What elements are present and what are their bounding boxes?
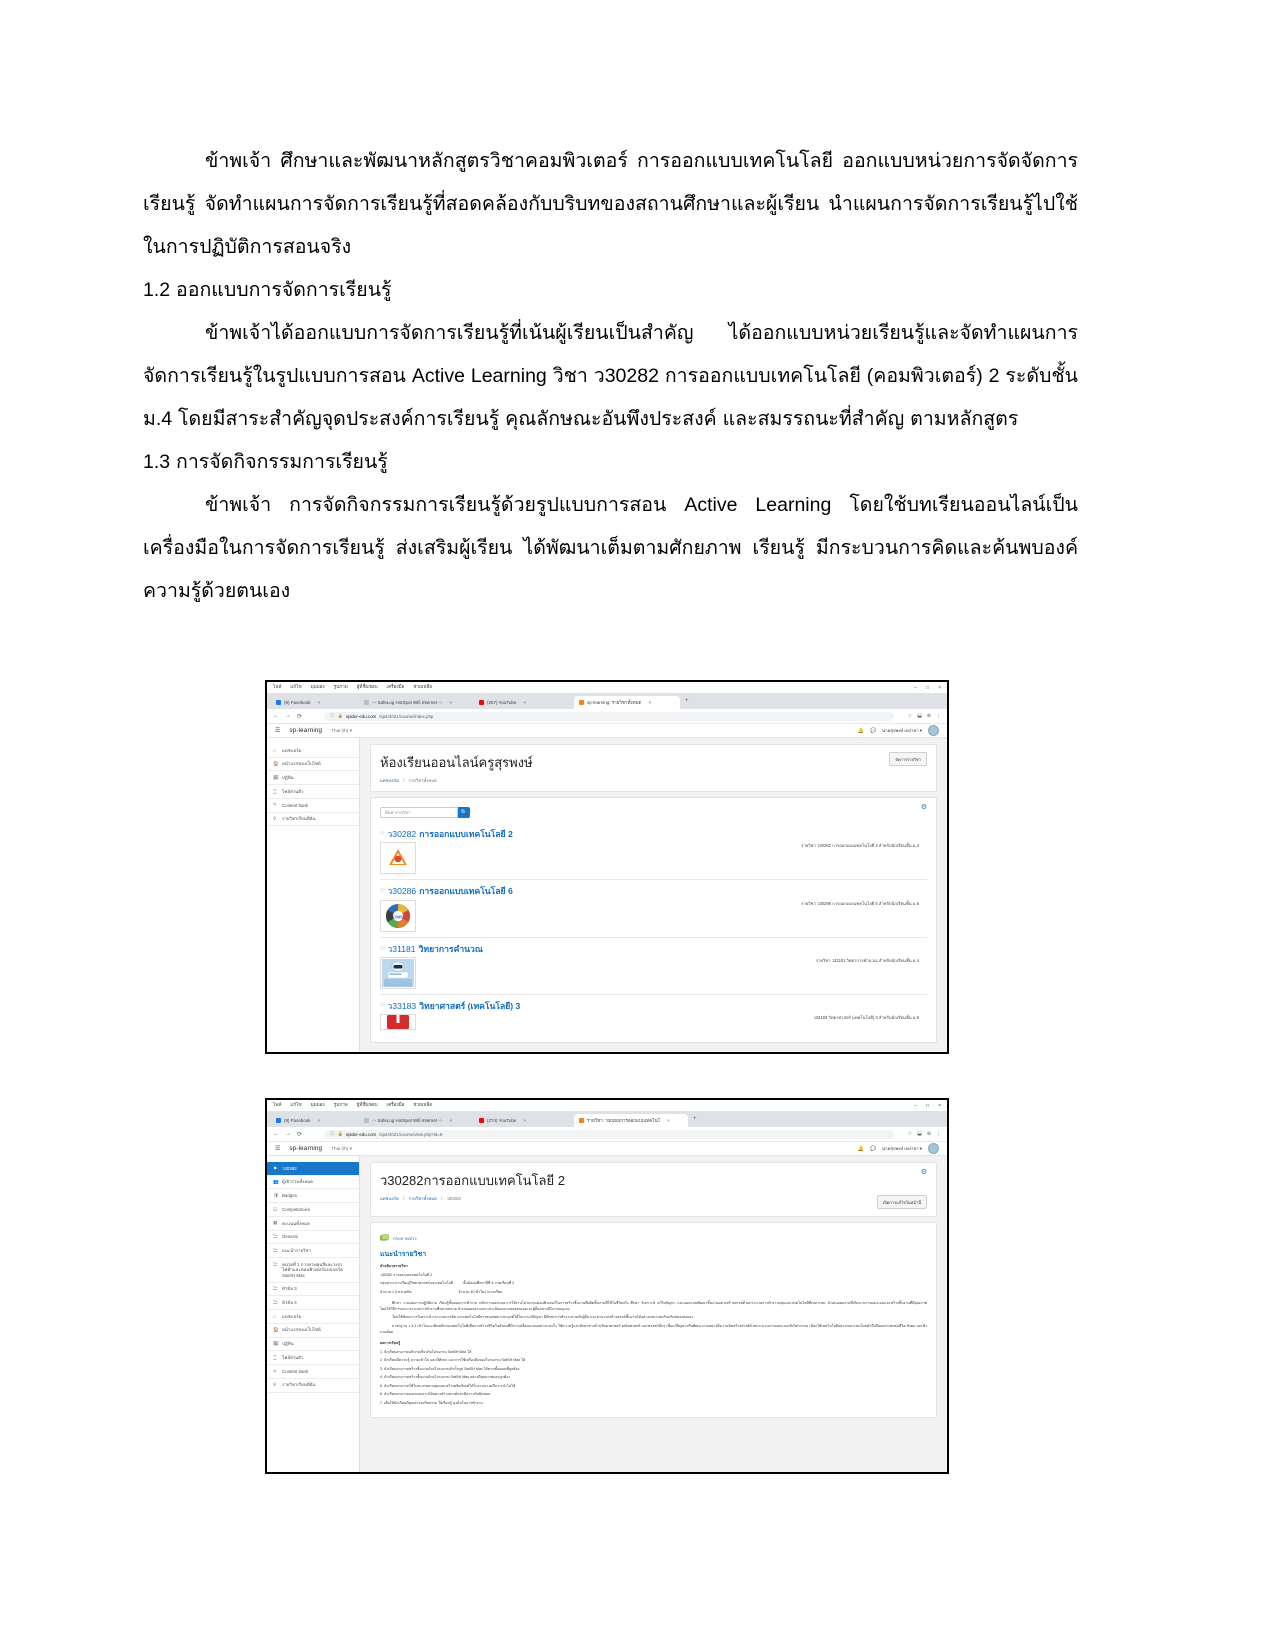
- course-title[interactable]: [380, 944, 927, 954]
- tab-close-icon[interactable]: ×: [667, 1118, 670, 1123]
- course-item[interactable]: [380, 938, 927, 995]
- document-body: [143, 140, 1078, 613]
- new-tab-button[interactable]: +: [693, 1116, 697, 1122]
- tab-label: (274) YouTube: [487, 1118, 517, 1123]
- course-title[interactable]: [380, 886, 927, 896]
- bookmark-star-icon[interactable]: ☆: [907, 1131, 913, 1137]
- objective-item: 3. นักเรียนสามารถสร้างชิ้นงานด้วยโปรแกรมสำเร็จรูป SwiSH Max ได้ตามขั้นตอนที่ถูกต้อง: [380, 1366, 520, 1371]
- course-item[interactable]: [380, 880, 927, 937]
- site-info-icon[interactable]: ⓘ: [330, 713, 335, 718]
- sidebar-item-my-courses[interactable]: [267, 1379, 359, 1393]
- sidebar-item-general[interactable]: [267, 1231, 359, 1245]
- dashboard-icon: ⌂: [273, 1313, 276, 1319]
- pin-icon[interactable]: ♡: [380, 1003, 385, 1010]
- sidebar-item-topic-4[interactable]: [267, 1296, 359, 1310]
- maximize-button[interactable]: □: [926, 1102, 930, 1109]
- sidebar-item-label: General: [282, 1234, 298, 1240]
- turn-editing-on-button[interactable]: เปิดการแก้ไขในหน้านี้: [877, 1195, 927, 1209]
- sidebar-item-unit-1[interactable]: [267, 1258, 359, 1283]
- course-list-card: [370, 797, 937, 1043]
- navbar-right-1: [858, 725, 939, 736]
- menu-image[interactable]: รูปภาพ: [333, 684, 348, 689]
- language-selector[interactable]: Thai (th) ▾: [331, 727, 352, 733]
- flag-icon: ⚑: [273, 1165, 278, 1171]
- sidebar-item-label: Competencies: [282, 1206, 311, 1212]
- sidebar-item-calendar[interactable]: [267, 771, 359, 785]
- menu-edit[interactable]: แก้ไข: [290, 1102, 302, 1107]
- collections-icon[interactable]: ⬓: [917, 713, 922, 719]
- url-path: /sp4r2021/course/view.php?id=8: [379, 1131, 443, 1137]
- window-controls-2: [914, 1103, 941, 1109]
- menu-file[interactable]: ไฟล์: [273, 684, 282, 689]
- avatar[interactable]: [928, 725, 939, 736]
- sidebar-item-dashboard[interactable]: [267, 744, 359, 758]
- course-info-line: กลุ่มสาระการเรียนรู้วิทยาศาสตร์และเทคโนโลยี ชั้นมัธยมศึกษาปีที่ 4 ภาคเรียนที่ 2: [380, 1281, 515, 1286]
- sidebar-item-label: ไฟล์ส่วนตัว: [282, 1354, 304, 1360]
- tab-close-icon[interactable]: ×: [523, 1118, 526, 1123]
- sidebar-item-label: ไฟล์ส่วนตัว: [282, 788, 304, 794]
- sidebar-item-label: แนะนำรายวิชา: [282, 1248, 311, 1254]
- navbar-right-2: [858, 1143, 939, 1154]
- arrow-logo-icon: [383, 845, 413, 871]
- close-button[interactable]: ×: [938, 684, 941, 691]
- courses-icon: ⚲: [273, 816, 277, 822]
- moodle-navbar-1: [267, 724, 947, 738]
- tab-close-icon[interactable]: ×: [648, 700, 652, 705]
- course-search: [380, 807, 927, 818]
- sidebar-item-badges[interactable]: [267, 1189, 359, 1203]
- browser-tab[interactable]: [271, 696, 359, 709]
- site-brand[interactable]: sp-learning: [289, 727, 323, 734]
- competency-icon: ☑: [273, 1206, 278, 1212]
- sidebar-item-label: ผู้เข้าร่วมทั้งหมด: [282, 1179, 313, 1185]
- objective-item: 2. นักเรียนมีความรู้ ความเข้าใจ และมีทักษะ และการใช้เครื่องมือของโปรแกรม SwiSH Max ได้: [380, 1358, 526, 1363]
- browser-window-1: [267, 682, 947, 1052]
- calendar-icon: 🗓: [273, 1341, 279, 1347]
- back-icon[interactable]: ←: [273, 1131, 279, 1137]
- course-header-card: [370, 1162, 937, 1217]
- sidebar-item-content-bank[interactable]: [267, 799, 359, 813]
- sidebar-item-label: หน้าแรกของเว็บไซต์: [282, 1327, 321, 1333]
- course-title[interactable]: [380, 1001, 927, 1011]
- browser-tab[interactable]: [359, 696, 474, 709]
- course-thumbnail: [380, 842, 416, 874]
- tab-label: (8) Facebook: [284, 700, 311, 705]
- generic-favicon-icon: [364, 700, 369, 705]
- paragraph-1: ข้าพเจ้า ศึกษาและพัฒนาหลักสูตรวิชาคอมพิวเตอร์ การออกแบบเทคโนโลยี ออกแบบหน่วยการจัดจัดการเรียนรู้ จัดทำแผนการจัดการเรียนรู้ที่สอดคล้องกับบริบทของสถานศึกษาและผู้เรียน นำแผนการจัดการเรียนรู้ไปใช้ในการปฏิบัติการสอนจริง: [143, 150, 1078, 258]
- tab-label: -:- SafeLog HotSpot Wifi Internet -:-: [372, 1118, 443, 1123]
- bell-icon[interactable]: 🔔: [857, 1145, 864, 1152]
- course-title[interactable]: [380, 829, 927, 839]
- section-heading-1-3: 1.3 การจัดกิจกรรมการเรียนรู้: [143, 451, 388, 473]
- sidebar-item-calendar[interactable]: [267, 1338, 359, 1352]
- screenshot-course-list: [265, 680, 949, 1054]
- sidebar-2: [267, 1156, 360, 1472]
- tab-close-icon[interactable]: ×: [449, 700, 453, 705]
- breadcrumb-courses[interactable]: รายวิชาทั้งหมด: [408, 1196, 437, 1201]
- browser-tab-active[interactable]: [574, 696, 680, 709]
- section-title: แนะนำรายวิชา: [380, 1251, 427, 1258]
- dashboard-icon: ⌂: [273, 747, 276, 753]
- bell-icon[interactable]: 🔔: [857, 727, 864, 734]
- objective-item: 4. นักเรียนสามารถสร้างชิ้นงานด้วยโปรแกรม SwiSH Max อย่างมีคุณภาพและถูกต้อง: [380, 1375, 510, 1380]
- main-content-2: [360, 1156, 947, 1472]
- menu-help[interactable]: ช่วยเหลือ: [413, 684, 432, 689]
- course-info-line: คำอธิบายรายวิชา: [380, 1264, 408, 1268]
- minimize-button[interactable]: −: [914, 1102, 918, 1109]
- sidebar-item-participants[interactable]: [267, 1176, 359, 1190]
- breadcrumb: [380, 777, 533, 784]
- url-host: spider-edu.com: [345, 1131, 377, 1137]
- menu-file[interactable]: ไฟล์: [273, 1102, 282, 1107]
- sidebar-item-label: Badges: [282, 1193, 297, 1199]
- site-brand[interactable]: sp-learning: [289, 1145, 323, 1152]
- red-book-icon: [383, 1015, 413, 1029]
- home-icon: 🏠: [273, 761, 279, 767]
- forward-icon[interactable]: →: [285, 1131, 291, 1137]
- screenshot-course-page: [265, 1098, 949, 1474]
- sidebar-item-label: หัวข้อ 4: [282, 1299, 297, 1305]
- grades-icon: ▦: [273, 1220, 278, 1226]
- reload-icon[interactable]: ⟳: [297, 1131, 303, 1138]
- badge-icon: 🛡: [273, 1192, 279, 1198]
- browser-menubar-2: [267, 1100, 947, 1111]
- browser-window-2: [267, 1100, 947, 1472]
- profile-icon[interactable]: ⊕: [926, 1131, 931, 1137]
- file-icon: 🗋: [273, 788, 277, 794]
- tab-close-icon[interactable]: ×: [317, 700, 321, 705]
- course-paragraph: มาตรฐาน ว 4.1 เข้าใจแนวคิดหลักของเทคโนโลยีเพื่อการดำรงชีวิตในสังคมที่มีการเปลี่ยนแปลงอย่างรวดเร็ว ใช้ความรู้และทักษะทางด้านวิทยาศาสตร์ คณิตศาสตร์ และศาสตร์อื่นๆ เพื่อแก้ปัญหาหรือพัฒนางานอย่างมีความคิดสร้างสรรค์ด้วยกระบวนการออกแบบเชิงวิศวกรรม เลือกใช้เทคโนโลยีอย่างเหมาะสมโดยคำนึงถึงผลกระทบต่อชีวิต สังคม และสิ่งแวดล้อม: [380, 1323, 927, 1334]
- forum-link-label: กระดานข่าว: [393, 1236, 417, 1241]
- objective-item: 1. นักเรียนสามารถอธิบายเกี่ยวกับโปรแกรม SwiSH Max ได้: [380, 1349, 472, 1354]
- sidebar-item-label: รายวิชาเรียนที่ฉัน: [282, 816, 316, 822]
- search-button[interactable]: [458, 807, 470, 818]
- browser-tabstrip-2: [267, 1111, 947, 1127]
- folder-icon: 🗀: [273, 1247, 278, 1253]
- browser-addressbar-1: [267, 709, 947, 724]
- browser-tab[interactable]: [271, 1114, 359, 1127]
- tab-label: (8) Facebook: [284, 1118, 311, 1123]
- tab-close-icon[interactable]: ×: [317, 1118, 321, 1123]
- paragraph-3: ข้าพเจ้า การจัดกิจกรรมการเรียนรู้ด้วยรูปแบบการสอน Active Learning โดยใช้บทเรียนออนไลน์เป็นเครื่องมือในการจัดการเรียนรู้ ส่งเสริมผู้เรียน ได้พัฒนาเต็มตามศักยภาพ เรียนรู้ มีกระบวนการคิดและค้นพบองค์ความรู้ด้วยตนเอง: [143, 494, 1078, 602]
- course-item[interactable]: [380, 995, 927, 1035]
- sidebar-item-label: หัวข้อ 3: [282, 1286, 297, 1292]
- sidebar-item-private-files[interactable]: [267, 785, 359, 799]
- pin-icon[interactable]: ♡: [380, 945, 385, 952]
- moodle-navbar-2: [267, 1142, 947, 1156]
- breadcrumb-separator: /: [403, 1196, 405, 1201]
- addressbar-icons-2: [908, 1131, 941, 1137]
- browser-tab[interactable]: [474, 1114, 574, 1127]
- course-name: วิทยาการคำนวณ: [418, 943, 483, 954]
- tab-close-icon[interactable]: ×: [523, 700, 526, 705]
- tab-label: sp-learning: รายวิชาทั้งหมด: [587, 700, 642, 705]
- breadcrumb-current: ว30282: [446, 1196, 461, 1201]
- avatar[interactable]: [928, 1143, 939, 1154]
- moodle-favicon-icon: [579, 1118, 584, 1123]
- sidebar-item-label: ปฏิทิน: [282, 1341, 294, 1347]
- collections-icon[interactable]: ⬓: [917, 1131, 922, 1137]
- folder-icon: 🗀: [273, 1261, 278, 1267]
- page-title: ว30282การออกแบบเทคโนโลยี 2: [380, 1173, 565, 1188]
- sidebar-item-label: คะแนนทั้งหมด: [282, 1220, 310, 1226]
- moodle-body-1: [267, 738, 947, 1052]
- course-paragraph: ศึกษา วางแผนการปฏิบัติงาน เรียนรู้ขั้นตอนการทำงาน หลักการออกแบบการใช้งานโปรแกรมคอมพิวเตอร์ในการสร้างชิ้นงานที่ผลิตชิ้นงานที่ใช้ในชีวิตจริง ศึกษา วิเคราะห์ แก้ไขปัญหา และออกแบบพัฒนาชิ้นงานอย่างสร้างสรรค์ด้วยกระบวนการทำงานกลุ่มและเทคโนโลยีที่เหมาะสม นำเสนอผลงานที่เกิดจากการออกแบบและสร้างชิ้นงานที่มีคุณภาพ โดยใช้วิธีการและกระบวนการทำงานที่หลากหลาย นำเสนอผลงานและประเมินผลงานของตนเองและผู้อื่นอย่างมีวิจารณญาณ: [380, 1301, 927, 1311]
- breadcrumb: [380, 1195, 461, 1202]
- search-icon: 🔍: [460, 809, 468, 816]
- sidebar-item-dashboard[interactable]: [267, 1310, 359, 1324]
- sidebar-item-label: รายวิชาเรียนที่ฉัน: [282, 1382, 316, 1388]
- menu-edit[interactable]: แก้ไข: [290, 684, 302, 689]
- more-menu-icon[interactable]: ⋮: [936, 1131, 941, 1137]
- course-description: ว33183 วิทยาศาสตร์ (เทคโนโลยี) 3 สำหรับนักเรียนชั้น ม.6: [813, 1015, 919, 1021]
- tab-label: -:- SafeLog HotSpot Wifi Internet -:-: [372, 700, 443, 705]
- page-title: ห้องเรียนออนไลน์ครูสุรพงษ์: [380, 755, 533, 770]
- facebook-favicon-icon: [276, 700, 281, 705]
- browser-menubar-1: [267, 682, 947, 693]
- url-path: /sp4r2021/course/index.php: [379, 713, 434, 719]
- svg-text:CMS: CMS: [392, 913, 404, 919]
- course-description: รายวิชา ว30282 การออกแบบเทคโนโลยี 2 สำหรับนักเรียนชั้น ม.4: [801, 843, 919, 849]
- user-menu[interactable]: นายสุรพงษ์ เหง่าลา ▾: [882, 1146, 922, 1151]
- course-name: การออกแบบเทคโนโลยี 2: [419, 829, 513, 839]
- close-button[interactable]: ×: [938, 1102, 941, 1109]
- main-content-1: [360, 738, 947, 1052]
- url-input[interactable]: [324, 712, 894, 721]
- course-code: ว31181: [387, 943, 416, 954]
- browser-tab[interactable]: [474, 696, 574, 709]
- message-icon[interactable]: 💬: [869, 727, 877, 734]
- sidebar-item-label: Content bank: [282, 802, 309, 808]
- sidebar-item-label: แดชบอร์ด: [282, 1313, 302, 1319]
- objective-item: 6. นักเรียนสามารถออกแบบงานได้อย่างสร้างสรรค์และมีความรับผิดชอบ: [380, 1392, 491, 1397]
- participants-icon: 👥: [273, 1179, 279, 1185]
- sidebar-item-label: Content bank: [282, 1368, 309, 1374]
- hamburger-icon[interactable]: ☰: [275, 1146, 281, 1152]
- course-name: การออกแบบเทคโนโลยี 6: [419, 886, 513, 897]
- youtube-favicon-icon: [479, 700, 484, 705]
- message-icon[interactable]: 💬: [869, 1145, 877, 1152]
- breadcrumb-home[interactable]: แดชบอร์ด: [380, 778, 399, 783]
- menu-view[interactable]: มุมมอง: [310, 684, 325, 689]
- addressbar-icons-1: [908, 713, 941, 719]
- site-info-icon[interactable]: ⓘ: [330, 1131, 335, 1136]
- moodle-favicon-icon: [579, 700, 584, 705]
- sidebar-1: [267, 738, 360, 1052]
- course-code: ว33183: [387, 1000, 417, 1011]
- sidebar-item-intro[interactable]: [267, 1244, 359, 1258]
- sidebar-item-label: หน้าแรกของเว็บไซต์: [282, 761, 321, 767]
- generic-favicon-icon: [364, 1118, 369, 1123]
- cms-wheel-icon: [383, 902, 413, 930]
- lock-icon: 🔒: [337, 713, 343, 718]
- sidebar-item-content-bank[interactable]: [267, 1365, 359, 1379]
- sidebar-item-course[interactable]: [267, 1162, 359, 1176]
- sidebar-item-private-files[interactable]: [267, 1351, 359, 1365]
- page-header-card: [370, 744, 937, 792]
- minimize-button[interactable]: −: [914, 684, 918, 691]
- menu-tools[interactable]: เครื่องมือ: [386, 684, 405, 689]
- sidebar-item-my-courses[interactable]: [267, 813, 359, 827]
- home-icon: 🏠: [273, 1327, 279, 1333]
- breadcrumb-separator: /: [441, 1196, 443, 1201]
- forum-icon: [380, 1234, 389, 1243]
- youtube-favicon-icon: [479, 1118, 484, 1123]
- menu-help[interactable]: ช่วยเหลือ: [413, 1102, 432, 1107]
- folder-icon: 🗀: [273, 1234, 278, 1240]
- course-code: ว30282: [387, 829, 417, 839]
- tab-label: (257) YouTube: [487, 700, 517, 705]
- pin-icon[interactable]: ♡: [380, 888, 385, 895]
- menu-tools[interactable]: เครื่องมือ: [386, 1102, 405, 1107]
- more-menu-icon[interactable]: ⋮: [936, 713, 941, 719]
- pencil-icon: ✎: [273, 1368, 277, 1374]
- gear-icon[interactable]: ⚙: [920, 804, 927, 811]
- course-description: รายวิชา ว31181 วิทยาการคำนวณ สำหรับนักเรียนชั้น ม.4: [815, 957, 919, 963]
- folder-icon: 🗀: [273, 1299, 278, 1305]
- forward-icon[interactable]: →: [285, 713, 291, 719]
- sidebar-item-label: ปฏิทิน: [282, 775, 294, 781]
- folder-icon: 🗀: [273, 1286, 278, 1292]
- url-input[interactable]: [324, 1130, 894, 1139]
- course-paragraph: โดยใช้ทักษะการวิเคราะห์ กระบวนการคิด และเทคโนโลยีสารสนเทศมาประยุกต์ใช้ในการแก้ปัญหา มีทักษะการทำงานร่วมกับผู้อื่น และสามารถสร้างสรรค์ชิ้นงานได้อย่างเหมาะสมกับบริบทของตนเอง: [392, 1315, 694, 1320]
- breadcrumb-current: รายวิชาทั้งหมด: [408, 778, 437, 783]
- breadcrumb-separator: /: [403, 778, 405, 783]
- course-item[interactable]: [380, 823, 927, 880]
- course-content-card: [370, 1222, 937, 1418]
- user-menu[interactable]: นายสุรพงษ์ เหง่าลา ▾: [882, 728, 922, 733]
- sidebar-item-label: แดชบอร์ด: [282, 747, 302, 753]
- objective-item: 7. เพื่อให้นักเรียนมีคุณธรรมจริยธรรม ใฝ่เรียนรู้ มุ่งมั่นในการทำงาน: [380, 1401, 483, 1405]
- hamburger-icon[interactable]: ☰: [275, 728, 281, 734]
- robot-icon: [382, 959, 414, 987]
- tab-close-icon[interactable]: ×: [449, 1118, 453, 1123]
- menu-favorites[interactable]: ผู้ที่ชื่นชอบ: [356, 1102, 378, 1107]
- lock-icon: 🔒: [337, 1131, 343, 1136]
- back-icon[interactable]: ←: [273, 713, 279, 719]
- sidebar-item-site-home[interactable]: [267, 1324, 359, 1338]
- browser-tab-active[interactable]: [574, 1114, 688, 1127]
- profile-icon[interactable]: ⊕: [926, 713, 931, 719]
- breadcrumb-home[interactable]: แดชบอร์ด: [380, 1196, 399, 1201]
- course-code: ว30286: [387, 886, 417, 897]
- sidebar-item-grades[interactable]: [267, 1217, 359, 1231]
- menu-image[interactable]: รูปภาพ: [333, 1102, 348, 1107]
- objective-item: 5. นักเรียนสามารถใช้โปรแกรมควบคุมและสร้างผลิตภัณฑ์ได้ในระบบรวมถึงการนำไปใช้: [380, 1383, 516, 1388]
- bookmark-star-icon[interactable]: ☆: [907, 713, 913, 719]
- course-description: รายวิชา ว30286 การออกแบบเทคโนโลยี 6 สำหรับนักเรียนชั้น ม.6: [801, 900, 919, 906]
- manage-courses-button[interactable]: จัดการรายวิชา: [889, 752, 927, 766]
- sidebar-item-competencies[interactable]: [267, 1203, 359, 1217]
- calendar-icon: 🗓: [273, 774, 279, 780]
- url-host: spider-edu.com: [345, 713, 377, 719]
- browser-tab[interactable]: [359, 1114, 474, 1127]
- menu-view[interactable]: มุมมอง: [310, 1102, 325, 1107]
- section-heading-1-2: 1.2 ออกแบบการจัดการเรียนรู้: [143, 279, 392, 301]
- objectives-title: ผลการเรียนรู้: [380, 1341, 401, 1346]
- menu-favorites[interactable]: ผู้ที่ชื่นชอบ: [356, 684, 378, 689]
- browser-tabstrip-1: [267, 693, 947, 709]
- course-thumbnail: [380, 1014, 416, 1030]
- pin-icon[interactable]: ♡: [380, 831, 385, 838]
- browser-addressbar-2: [267, 1127, 947, 1142]
- paragraph-2: ข้าพเจ้าได้ออกแบบการจัดการเรียนรู้ที่เน้นผู้เรียนเป็นสำคัญ ได้ออกแบบหน่วยเรียนรู้และจัดทำแผนการจัดการเรียนรู้ในรูปแบบการสอน Active Learning วิชา ว30282 การออกแบบเทคโนโลยี (คอมพิวเตอร์) 2 ระดับชั้น ม.4 โดยมีสาระสำคัญจุดประสงค์การเรียนรู้ คุณลักษณะอันพึงประสงค์ และสมรรถนะที่สำคัญ ตามหลักสูตร: [143, 322, 1078, 430]
- courses-icon: ⚲: [273, 1382, 277, 1388]
- search-input[interactable]: ค้นหารายวิชา: [380, 807, 458, 818]
- course-thumbnail: [380, 900, 416, 932]
- facebook-favicon-icon: [276, 1118, 281, 1123]
- course-name: วิทยาศาสตร์ (เทคโนโลยี) 3: [419, 1000, 521, 1011]
- forum-link[interactable]: [380, 1234, 417, 1243]
- sidebar-item-topic-3[interactable]: [267, 1283, 359, 1297]
- reload-icon[interactable]: ⟳: [297, 713, 303, 720]
- course-info-line: ว30282 การออกแบบเทคโนโลยี 2: [380, 1272, 433, 1277]
- sidebar-item-label: หน่วยที่ 1 การควบคุมสีและวงจรไฟฟ้าและคอมพิวเตอร์แบบบอร์ด SwiSH Max: [282, 1261, 343, 1278]
- pencil-icon: ✎: [273, 802, 277, 808]
- moodle-body-2: [267, 1156, 947, 1472]
- maximize-button[interactable]: □: [926, 684, 930, 691]
- file-icon: 🗋: [273, 1354, 277, 1360]
- window-controls-1: [914, 685, 941, 691]
- sidebar-item-label: ว30282: [282, 1165, 297, 1171]
- gear-icon[interactable]: ⚙: [920, 1169, 927, 1176]
- sidebar-item-site-home[interactable]: [267, 758, 359, 772]
- tab-label: รายวิชา: ว30282การออกแบบเทคโนโ: [587, 1118, 661, 1123]
- language-selector[interactable]: Thai (th) ▾: [331, 1145, 352, 1151]
- course-info-line: จำนวน 1.0 หน่วยกิต จำนวน 40 ชั่วโมง /ภาคเรียน: [380, 1289, 503, 1294]
- new-tab-button[interactable]: +: [685, 698, 689, 704]
- course-thumbnail: [380, 957, 416, 989]
